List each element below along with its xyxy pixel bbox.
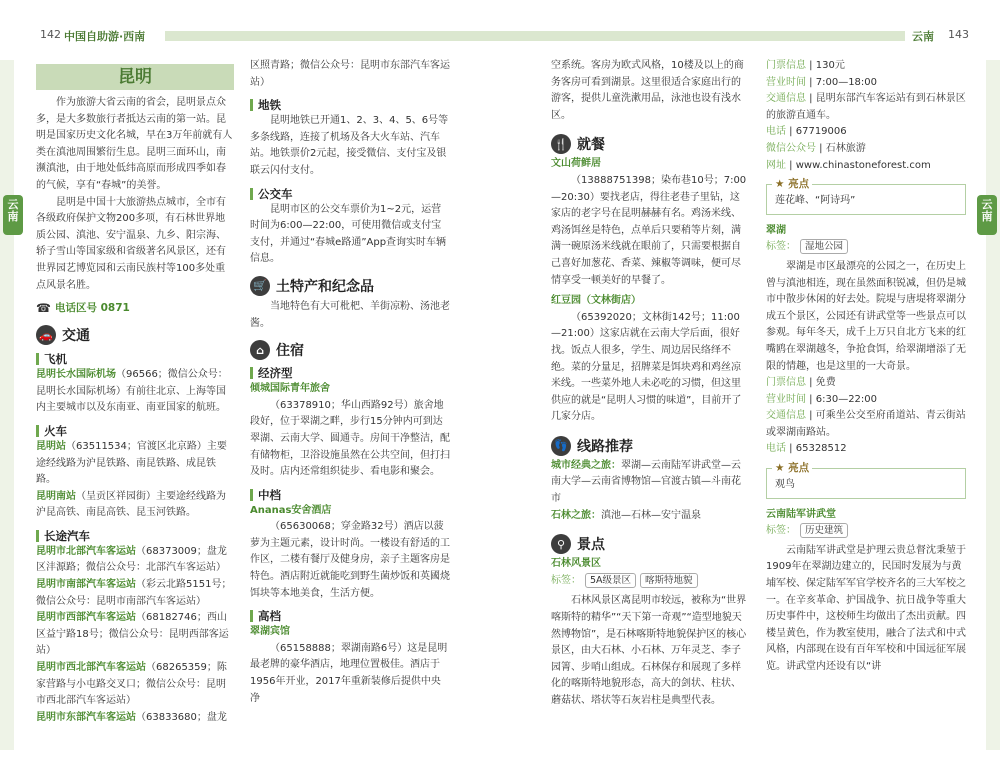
- right-side-strip: [986, 60, 1000, 750]
- sub-mid-title: 中档: [258, 487, 281, 502]
- side-tab-right: 云南: [977, 195, 997, 235]
- sub-plane: [36, 351, 234, 367]
- shopping-cart-icon: 🛒: [250, 276, 270, 296]
- area-code: [36, 300, 234, 315]
- info-label: 网址: [766, 159, 786, 171]
- restaurant-1-text: （13888751398；染布巷10号；7:00—20:30）要找老店，得往老巷子里钻，这家店的老字号在昆明赫赫有名。鸡汤米线、鸡汤饵丝是特色，点单后只要稍等片刻，满满一碗原汤米线就在眼前了，只需要根据自己喜好加葱花、香菜、辣椒等调味，便可尽情享受一顿美好的早餐了。: [551, 174, 747, 286]
- info-label: 微信公众号: [766, 142, 816, 154]
- stone-ticket: 门票信息 | 130元: [766, 60, 845, 71]
- info-label: 营业时间: [766, 393, 806, 405]
- info-value: 石林旅游: [825, 142, 866, 154]
- info-value: 免费: [815, 377, 836, 389]
- info-value: 昆明东部汽车客运站有到石林景区的旅游直通车。: [766, 93, 966, 121]
- info-label: 门票信息: [766, 377, 806, 389]
- sub-metro: [250, 97, 450, 113]
- highlight-label-text: 亮点: [788, 178, 810, 191]
- bus-station-text: （63833680；盘龙: [136, 711, 227, 723]
- info-value: www.chinastoneforest.com: [795, 159, 931, 171]
- bus-station-name: 昆明市东部汽车客运站: [36, 711, 136, 723]
- ananas-name: Ananas安舍酒店: [250, 504, 332, 516]
- intro-paragraph: 作为旅游大省云南的省会，昆明景点众多，是大多数旅行者抵达云南的第一站。昆明是国家历史文化名城，早在3万年前就有人类在滇池周围繁衍生息。昆明三面环山，南濒滇池，由于地处低纬高原而形成四季如春的气候，享有“春城”的美誉。: [36, 97, 233, 191]
- bus-station-text: （68373009；盘龙区沣源路；微信公众号：北部汽车客运站）: [36, 545, 227, 574]
- cuihu-tags: [766, 239, 966, 256]
- bus-station-name: 昆明市西北部汽车客运站: [36, 662, 146, 674]
- sub-high-title: 高档: [258, 609, 281, 624]
- sub-train-title: 火车: [44, 423, 67, 438]
- sub-metro-title: 地铁: [258, 98, 281, 113]
- section-traffic: [36, 325, 234, 345]
- station-name: 昆明南站: [36, 490, 76, 502]
- house-icon: ⌂: [250, 340, 270, 360]
- section-specialty-title: 土特产和纪念品: [276, 278, 374, 295]
- station-text: （呈贡区祥园街）主要途经线路为沪昆高铁、南昆高铁、昆玉河铁路。: [36, 490, 226, 519]
- sub-budget-title: 经济型: [258, 366, 293, 381]
- tag-label: 标签：: [766, 241, 796, 253]
- cuihu-hotel-name: 翠湖宾馆: [250, 626, 290, 638]
- cuihu-phone: 电话 | 65328512: [766, 443, 847, 455]
- section-dining-title: 就餐: [577, 137, 605, 154]
- tag-badge: 喀斯特地貌: [640, 573, 698, 588]
- route-text: 滇池—石林—安宁温泉: [601, 509, 701, 521]
- city-title: 昆明: [36, 64, 234, 90]
- intro-paragraph-2: 昆明是中国十大旅游热点城市，全市有各级政府保护文物200多项，有石林世界地质公园、滇池、安宁温泉、九乡、阳宗海、轿子雪山等国家级和省级著名风景区，还有世界园艺博览园和云南民族村等100多处重点风景名胜。: [36, 196, 226, 291]
- bus-station-name: 昆明市南部汽车客运站: [36, 579, 136, 591]
- section-lodging: [250, 340, 450, 360]
- info-value: 130元: [815, 60, 845, 71]
- highlight-label: [772, 460, 812, 475]
- info-label: 交通信息: [766, 410, 806, 422]
- stone-forest-name: 石林风景区: [551, 558, 601, 570]
- train-entry-2: [36, 489, 234, 522]
- area-code-text: 电话区号 0871: [54, 302, 130, 315]
- stone-forest-tags: [551, 573, 749, 590]
- bus-entry-5: [36, 710, 234, 727]
- route-name: 石林之旅：: [551, 509, 601, 521]
- star-icon: ★: [775, 178, 785, 191]
- army-academy-text: 云南陆军讲武堂是护理云贵总督沈秉堃于1909年在翠湖边建立的，民国时发展为与黄埔军校、保定陆军军官学校齐名的三大军校之一。在辛亥革命、护国战争、抗日战争等重大历史事件中，这校师生均做出了杰出贡献。四楼呈黄色，作为教室使用，融合了法式和中式风格，内部现在设有百年军校和中国远征军展览。讲武堂内还设有以“讲: [766, 544, 966, 672]
- stone-highlight-box: [766, 178, 966, 215]
- army-academy-tags: [766, 523, 966, 540]
- running-title-left: 中国自助游·西南: [64, 30, 146, 43]
- page-number-left: 142: [40, 28, 61, 41]
- side-tab-left: 云南: [3, 195, 23, 235]
- stone-phone: 电话 | 67719006: [766, 126, 847, 138]
- section-lodging-title: 住宿: [276, 343, 304, 360]
- route-name: 城市经典之旅：: [551, 459, 621, 471]
- bus-station-text: （彩云北路5151号；微信公众号：昆明市南部汽车客运站）: [36, 579, 232, 607]
- bus-station-text: （68265359；陈家营路与小屯路交叉口；微信公众号：昆明市西北部汽车客运站）: [36, 662, 227, 707]
- cuihu-hours: 营业时间 | 6:30—22:00: [766, 393, 878, 405]
- cuihu-transit: 交通信息 | 可乘坐公交至府甬道站、青云街站或翠湖南路站。: [766, 410, 966, 438]
- section-route-title: 线路推荐: [577, 438, 633, 455]
- info-label: 交通信息: [766, 93, 806, 105]
- sub-bus: [36, 528, 234, 544]
- cuihu-hotel-text: （65158888；翠湖南路6号）这是昆明最老牌的豪华酒店，地理位置极佳。酒店于1956年开业，2017年重新装修后提供中央净: [250, 642, 448, 704]
- plane-entry: [36, 367, 234, 417]
- public-bus-text: 昆明市区的公交车票价为1~2元，运营时间为6:00—22:00，可使用微信或支付宝支付，并通过“春城e路通”App查询实时车辆信息。: [250, 203, 447, 265]
- header-rule: [165, 31, 905, 41]
- sub-high: [250, 608, 450, 624]
- bus-station-text: （68182746；西山区益宁路18号；微信公众号：昆明西部客运站）: [36, 612, 229, 657]
- info-value: 67719006: [795, 126, 847, 138]
- info-label: 营业时间: [766, 76, 806, 88]
- info-value: 可乘坐公交至府甬道站、青云街站或翠湖南路站。: [766, 410, 966, 438]
- train-entry-1: [36, 439, 234, 489]
- tag-badge: 湿地公园: [800, 239, 848, 254]
- sub-bus-title: 长途汽车: [44, 528, 90, 543]
- info-value: 7:00—18:00: [815, 76, 878, 88]
- stone-website: 网址 | www.chinastoneforest.com: [766, 159, 931, 171]
- cuihu-highlight-box: [766, 462, 966, 499]
- page-number-right: 143: [948, 28, 969, 41]
- bus-entry-1: [36, 544, 234, 577]
- cuihu-name: 翠湖: [766, 224, 786, 236]
- highlight-label-text: 亮点: [788, 462, 810, 475]
- sub-public-bus: [250, 186, 450, 202]
- station-text: （63511534；官渡区北京路）主要途经线路为沪昆铁路、南昆铁路、成昆铁路。: [36, 440, 227, 486]
- location-pin-icon: ⚲: [551, 534, 571, 554]
- sub-train: [36, 423, 234, 439]
- hostel-name: 倾城国际青年旅舍: [250, 383, 330, 395]
- section-traffic-title: 交通: [62, 328, 90, 345]
- bus-entry-4: [36, 660, 234, 710]
- tag-badge: 历史建筑: [800, 523, 848, 538]
- fork-knife-icon: 🍴: [551, 134, 571, 154]
- tag-label: 标签：: [766, 525, 796, 537]
- column-2: [250, 58, 450, 707]
- restaurant-2-name: 红豆园（文林街店）: [551, 295, 641, 307]
- stone-transit: 交通信息 | 昆明东部汽车客运站有到石林景区的旅游直通车。: [766, 93, 966, 121]
- bus-entry-2: [36, 577, 234, 610]
- restaurant-2-text: （65392020；文林街142号；11:00—21:00）这家店就在云南大学后面，很好找。饭点人很多，学生、周边居民络绎不绝。菜的分量足，招牌菜是饵块鸡和鸡丝凉米线。一些菜外地人未必吃的习惯，但这里供应的就是“昆明人习惯的味道”，目前开了几家分店。: [551, 311, 742, 423]
- hostel-text: （63378910；华山西路92号）旅舍地段好，位于翠湖之畔，步行15分钟内可到达翠湖、云南大学、圆通寺。房间干净整洁，配有储物柜，卫浴设施虽然在公共空间，但打扫及时。店内还常组织徒步、看电影和聚会。: [250, 399, 450, 478]
- section-route: [551, 436, 749, 456]
- stone-hours: 营业时间 | 7:00—18:00: [766, 76, 878, 88]
- tag-label: 标签：: [551, 574, 581, 586]
- bus-station-name: 昆明市西部汽车客运站: [36, 612, 136, 624]
- highlight-text: 观鸟: [766, 468, 966, 499]
- route-2: [551, 508, 749, 525]
- left-side-strip: [0, 60, 14, 750]
- section-specialty: [250, 276, 450, 296]
- airport-text: （96566；微信公众号：昆明长水国际机场）有前往北京、上海等国内主要城市以及东南亚、南亚国家的航班。: [36, 369, 228, 414]
- footprints-icon: 👣: [551, 436, 571, 456]
- cuihu-text: 翠湖是市区最漂亮的公园之一，在历史上曾与滇池相连，现在虽然面积锐减，但仍是城市中散步休闲的好去处。院堤与唐堤将翠湖分成五个景区，公园还有讲武堂等一些景点可以参观。每年冬天，成千上万只自北方飞来的红嘴鸥在翠湖越冬，争抢食饵，给翠湖增添了无限的情趣，也是这里的一大奇景。: [766, 260, 966, 372]
- route-text: 翠湖—云南陆军讲武堂—云南大学—云南省博物馆—官渡古镇—斗南花市: [551, 459, 741, 505]
- section-sights: [551, 534, 749, 554]
- tag-badge: 5A级景区: [585, 573, 636, 588]
- sub-mid: [250, 487, 450, 503]
- car-icon: 🚗: [36, 325, 56, 345]
- info-value: 65328512: [795, 443, 847, 455]
- info-label: 门票信息: [766, 60, 806, 71]
- specialty-text: 当地特色有大可枇杷、羊街凉粉、汤池老酱。: [250, 300, 450, 329]
- info-label: 电话: [766, 443, 786, 455]
- bus-station-name: 昆明市北部汽车客运站: [36, 545, 136, 557]
- sub-plane-title: 飞机: [44, 352, 67, 367]
- airport-name: 昆明长水国际机场: [36, 369, 116, 381]
- stone-forest-text: 石林风景区离昆明市较远，被称为“世界喀斯特的精华”“天下第一奇观”“造型地貌天然博物馆”，是石林喀斯特地貌保护区的核心景区，由大石林、小石林、万年灵芝、李子园箐、步哨山组成。石林保存和展现了多样化的喀斯特地貌形态，高大的剑状、柱状、蘑菇状、塔状等石灰岩柱是典型代表。: [551, 595, 747, 706]
- hotel-text-cont: 空系统。客房为欧式风格，10楼及以上的商务客房可看到湖景。这里很适合家庭出行的游客，提供儿童洗漱用品，泳池也设有浅水区。: [551, 60, 744, 121]
- highlight-label: [772, 176, 812, 191]
- ananas-text: （65630068；穿金路32号）酒店以菠萝为主题元素，设计时尚。一楼设有舒适的工作区，二楼有餐厅及健身房，亲子主题客房是特色。酒店附近就能吃到野生菌炒饭和英國烧饵块等本地美食，生活方便。: [250, 521, 450, 599]
- info-value: 6:30—22:00: [815, 393, 878, 405]
- route-1: [551, 458, 749, 508]
- cuihu-ticket: 门票信息 | 免费: [766, 377, 836, 389]
- info-label: 电话: [766, 126, 786, 138]
- star-icon: ★: [775, 462, 785, 475]
- metro-text: 昆明地铁已开通1、2、3、4、5、6号等多条线路，连接了机场及各大火车站、汽车站。地铁票价2元起，接受微信、支付宝及银联云闪付支付。: [250, 115, 449, 176]
- column-3: [551, 58, 749, 710]
- column-1: [36, 64, 234, 726]
- bus-entry-3: [36, 610, 234, 660]
- sub-public-bus-title: 公交车: [258, 186, 293, 201]
- restaurant-1-name: 文山荷鲜居: [551, 158, 601, 170]
- running-title-right: 云南: [912, 30, 934, 43]
- column-4: [766, 58, 966, 676]
- station-name: 昆明站: [36, 440, 66, 452]
- section-sights-title: 景点: [577, 537, 605, 554]
- highlight-text: 莲花峰、“阿诗玛”: [766, 184, 966, 215]
- section-dining: [551, 134, 749, 154]
- stone-wechat: 微信公众号 | 石林旅游: [766, 142, 866, 154]
- army-academy-name: 云南陆军讲武堂: [766, 508, 836, 520]
- bus-entry-5-cont: 区照青路；微信公众号：昆明市东部汽车客运站）: [250, 60, 450, 88]
- phone-icon: ☎: [36, 300, 51, 315]
- sub-budget: [250, 365, 450, 381]
